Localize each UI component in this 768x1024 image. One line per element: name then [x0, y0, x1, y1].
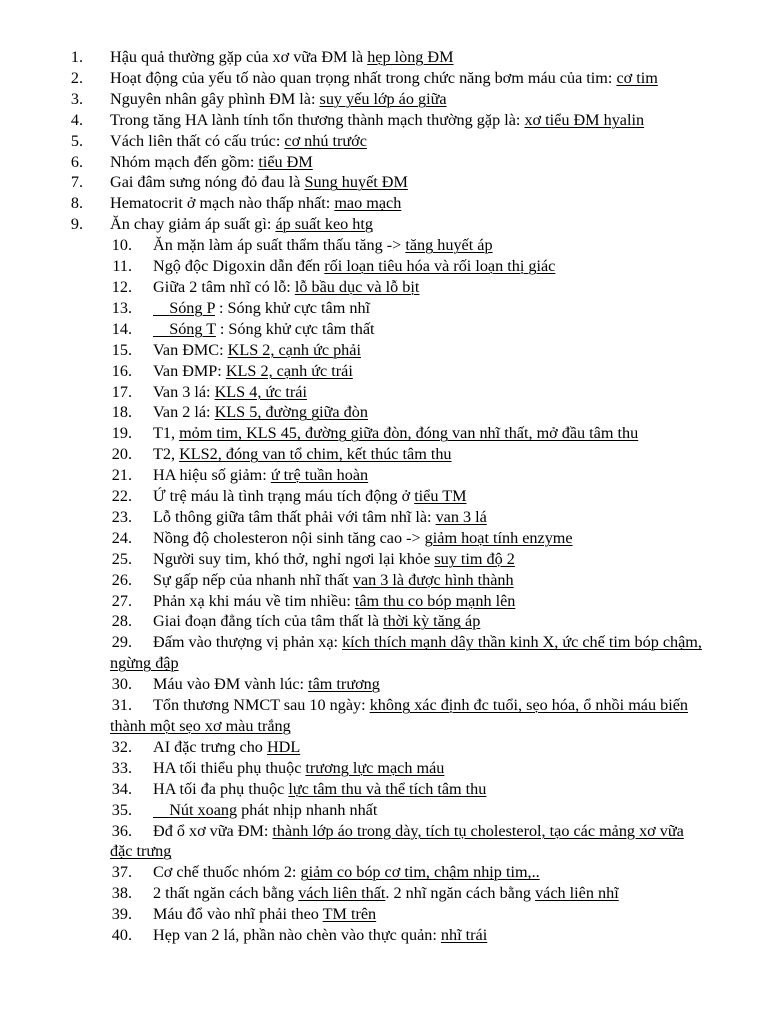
list-item [70, 68, 706, 89]
item-number: 28. [111, 612, 132, 631]
question-text: Hẹp van 2 lá, phần nào chèn vào thực quản: [153, 926, 441, 945]
item-number: 13. [111, 298, 132, 317]
item-number: 35. [111, 800, 132, 819]
item-number: 26. [111, 570, 132, 589]
answer-text: Nút xoang [169, 800, 238, 819]
item-number: 7. [70, 173, 83, 192]
list-item [110, 737, 706, 758]
question-text: Hematocrit ở mạch nào thấp nhất: [110, 194, 335, 213]
list-item [110, 549, 706, 570]
question-text: Người suy tim, khó thở, nghỉ ngơi lại khỏe [153, 549, 435, 568]
answer-text: giảm hoạt tính enzyme [424, 528, 573, 547]
question-text: Ứ trệ máu là tình trạng máu tích động ở [153, 487, 415, 506]
question-text: Gai đâm sưng nóng đỏ đau là [110, 173, 305, 192]
item-number: 22. [111, 487, 132, 506]
list-item [110, 674, 706, 695]
answer-text: cơ nhú trước [284, 131, 367, 150]
item-number: 32. [111, 737, 132, 756]
answer-text: giảm co bóp cơ tim, chậm nhịp tim,.. [300, 863, 540, 882]
list-item [70, 214, 706, 235]
trailing-text: . 2 nhĩ ngăn cách bằng [385, 884, 536, 903]
item-number: 5. [70, 131, 83, 150]
list-item [110, 758, 706, 779]
answer-text: Sóng P [169, 298, 215, 317]
list-item [110, 591, 706, 612]
answer-text: mỏm tim, KLS 45, đường giữa đòn, đóng van nhĩ thất, mở đầu tâm thu [179, 424, 639, 443]
list-item [110, 507, 706, 528]
answer-text: tiểu ĐM [258, 152, 313, 171]
question-text: HA tối đa phụ thuộc [153, 779, 289, 798]
list-item [110, 695, 706, 737]
item-number: 4. [70, 110, 83, 129]
list-item [70, 172, 706, 193]
question-text: Cơ chế thuốc nhóm 2: [153, 863, 301, 882]
answer-text: thành lớp áo trong dày, tích tụ cholesterol, tạo các mảng xơ vữa đặc trưng [110, 821, 684, 861]
blank-underline [153, 801, 169, 819]
answer-text: tâm trương [308, 675, 380, 694]
question-text: Máu đổ vào nhĩ phải theo [153, 905, 323, 924]
list-item [110, 340, 706, 361]
list-item [70, 152, 706, 173]
item-number: 33. [111, 758, 132, 777]
list-item [110, 423, 706, 444]
answer-text: kích thích mạnh dây thần kinh X, ức chế tim bóp chậm, ngừng đập [110, 633, 702, 673]
question-text: AI đặc trưng cho [153, 737, 267, 756]
item-number: 27. [111, 591, 132, 610]
answer-text: trương lực mạch máu [305, 758, 445, 777]
question-text: Van 2 lá: [153, 403, 215, 422]
item-number: 39. [111, 905, 132, 924]
answer-text: lỗ bầu dục và lỗ bịt [294, 277, 420, 296]
list-item [110, 444, 706, 465]
answer-text: tiểu TM [414, 487, 467, 506]
list-item [110, 256, 706, 277]
list-item [110, 382, 706, 403]
list-item [110, 319, 706, 340]
question-text: Van 3 lá: [153, 382, 215, 401]
question-text: HA tối thiểu phụ thuộc [153, 758, 306, 777]
question-text: Phản xạ khi máu về tim nhiều: [153, 591, 355, 610]
question-text: Máu vào ĐM vành lúc: [153, 675, 309, 694]
item-number: 29. [111, 633, 132, 652]
item-number: 6. [70, 152, 83, 171]
question-text: Lỗ thông giữa tâm thất phải với tâm nhĩ là: [153, 507, 436, 526]
answer-text: HDL [266, 737, 301, 756]
list-item [70, 193, 706, 214]
answer-text: KLS 4, ức trái [214, 382, 307, 401]
trailing-text: : Sóng khử cực tâm thất [215, 319, 375, 338]
list-item [70, 110, 706, 131]
item-number: 11. [112, 257, 132, 276]
item-number: 14. [111, 319, 132, 338]
item-number: 18. [111, 403, 132, 422]
item-number: 16. [111, 361, 132, 380]
answer-text: vách liên thất [298, 884, 386, 903]
answer-text: van 3 là được hình thành [352, 570, 514, 589]
answer-text: nhĩ trái [440, 926, 488, 945]
question-text: Đđ ổ xơ vữa ĐM: [153, 821, 273, 840]
question-text: Đấm vào thượng vị phản xạ: [153, 633, 343, 652]
question-text: Ngộ độc Digoxin dẫn đến [153, 257, 325, 276]
question-text: Giữa 2 tâm nhĩ có lỗ: [153, 277, 295, 296]
answer-text: xơ tiểu ĐM hyalin [524, 110, 645, 129]
answer-text: áp suất keo htg [275, 215, 373, 234]
item-number: 17. [111, 382, 132, 401]
item-number: 30. [111, 675, 132, 694]
answer-text: rối loạn tiêu hóa và rối loạn thị giác [324, 257, 556, 276]
question-text: HA hiệu số giảm: [153, 466, 271, 485]
answer-text: mao mạch [334, 194, 402, 213]
item-number: 15. [111, 340, 132, 359]
question-text: Nồng độ cholesteron nội sinh tăng cao -> [153, 528, 425, 547]
list-item [70, 131, 706, 152]
blank-underline [153, 320, 169, 338]
answer-text-secondary: vách liên nhĩ [535, 884, 619, 903]
list-item [110, 528, 706, 549]
list-item [110, 779, 706, 800]
question-text: T1, [153, 424, 180, 443]
item-number: 2. [70, 68, 83, 87]
question-text: T2, [153, 445, 180, 464]
question-text: Tổn thương NMCT sau 10 ngày: [153, 696, 370, 715]
answer-text: suy yếu lớp áo giữa [319, 89, 447, 108]
trailing-text: phát nhịp nhanh nhất [237, 800, 378, 819]
answer-text: tâm thu co bóp mạnh lên [354, 591, 516, 610]
question-text: Van ĐMP: [153, 361, 226, 380]
question-text: Giai đoạn đẳng tích của tâm thất là [153, 612, 384, 631]
list-item [110, 235, 706, 256]
answer-text: thời kỳ tăng áp [383, 612, 481, 631]
list-item [110, 611, 706, 632]
list-item [110, 298, 706, 319]
answer-text: không xác định đc tuổi, sẹo hóa, ổ nhồi máu biến thành một sẹo xơ màu trắng [110, 696, 688, 735]
list-item [110, 465, 706, 486]
item-number: 3. [70, 89, 83, 108]
list-item [110, 277, 706, 298]
item-number: 34. [111, 779, 132, 798]
answer-text: van 3 lá [435, 507, 487, 526]
list-item [110, 862, 706, 883]
question-text: Vách liên thất có cấu trúc: [110, 131, 285, 150]
item-number: 12. [111, 277, 132, 296]
list-item [110, 904, 706, 925]
question-text: Van ĐMC: [153, 340, 228, 359]
question-text: Sự gấp nếp của nhanh nhĩ thất [153, 570, 353, 589]
answer-text: suy tim độ 2 [434, 549, 515, 568]
item-number: 31. [111, 696, 132, 715]
item-number: 10. [111, 236, 132, 255]
list-item [110, 402, 706, 423]
item-number: 9. [70, 215, 83, 234]
answer-text: KLS 5, đường giữa đòn [214, 403, 368, 422]
answer-text: hẹp lòng ĐM [367, 48, 454, 66]
item-number: 19. [111, 424, 132, 443]
answer-text: KLS 2, cạnh ức phải [227, 340, 361, 359]
list-item [70, 89, 706, 110]
list-item [110, 925, 706, 946]
answer-text: lực tâm thu và thể tích tâm thu [288, 779, 487, 798]
answer-text: ứ trệ tuần hoàn [270, 466, 369, 485]
list-item [110, 821, 706, 863]
answer-text: KLS2, đóng van tổ chim, kết thúc tâm thu [179, 445, 452, 464]
list-item [110, 570, 706, 591]
item-number: 25. [111, 549, 132, 568]
trailing-text: : Sóng khử cực tâm nhĩ [214, 298, 371, 317]
answer-text: cơ tim [616, 68, 658, 87]
item-number: 40. [111, 926, 132, 945]
item-number: 37. [111, 863, 132, 882]
question-text: Hoạt động của yếu tố nào quan trọng nhất trong chức năng bơm máu của tim: [110, 68, 617, 87]
answer-text: KLS 2, cạnh ức trái [225, 361, 353, 380]
item-number: 8. [70, 194, 83, 213]
item-number: 1. [70, 48, 83, 66]
item-number: 38. [111, 884, 132, 903]
question-text: Nhóm mạch đến gồm: [110, 152, 259, 171]
item-number: 20. [111, 445, 132, 464]
answer-text: TM trên [322, 905, 377, 924]
list-item [110, 486, 706, 507]
list-item [70, 47, 706, 68]
answer-text: Sung huyết ĐM [304, 173, 408, 192]
item-number: 21. [111, 466, 132, 485]
list-item [110, 800, 706, 821]
question-text: Ăn mặn làm áp suất thẩm thấu tăng -> [153, 236, 406, 255]
question-text: Trong tăng HA lành tính tổn thương thành mạch thường gặp là: [110, 110, 525, 129]
answer-text: Sóng T [169, 319, 216, 338]
answer-text: tăng huyết áp [405, 236, 493, 255]
item-number: 24. [111, 528, 132, 547]
item-number: 36. [111, 821, 132, 840]
list-item [110, 883, 706, 904]
question-text: Nguyên nhân gây phình ĐM là: [110, 89, 320, 108]
blank-underline [153, 299, 169, 317]
list-item [110, 361, 706, 382]
item-number: 23. [111, 507, 132, 526]
question-text: Hậu quả thường gặp của xơ vữa ĐM là [110, 48, 368, 66]
question-text: 2 thất ngăn cách bằng [153, 884, 299, 903]
list-item [110, 632, 706, 674]
question-text: Ăn chay giảm áp suất gì: [110, 215, 276, 234]
